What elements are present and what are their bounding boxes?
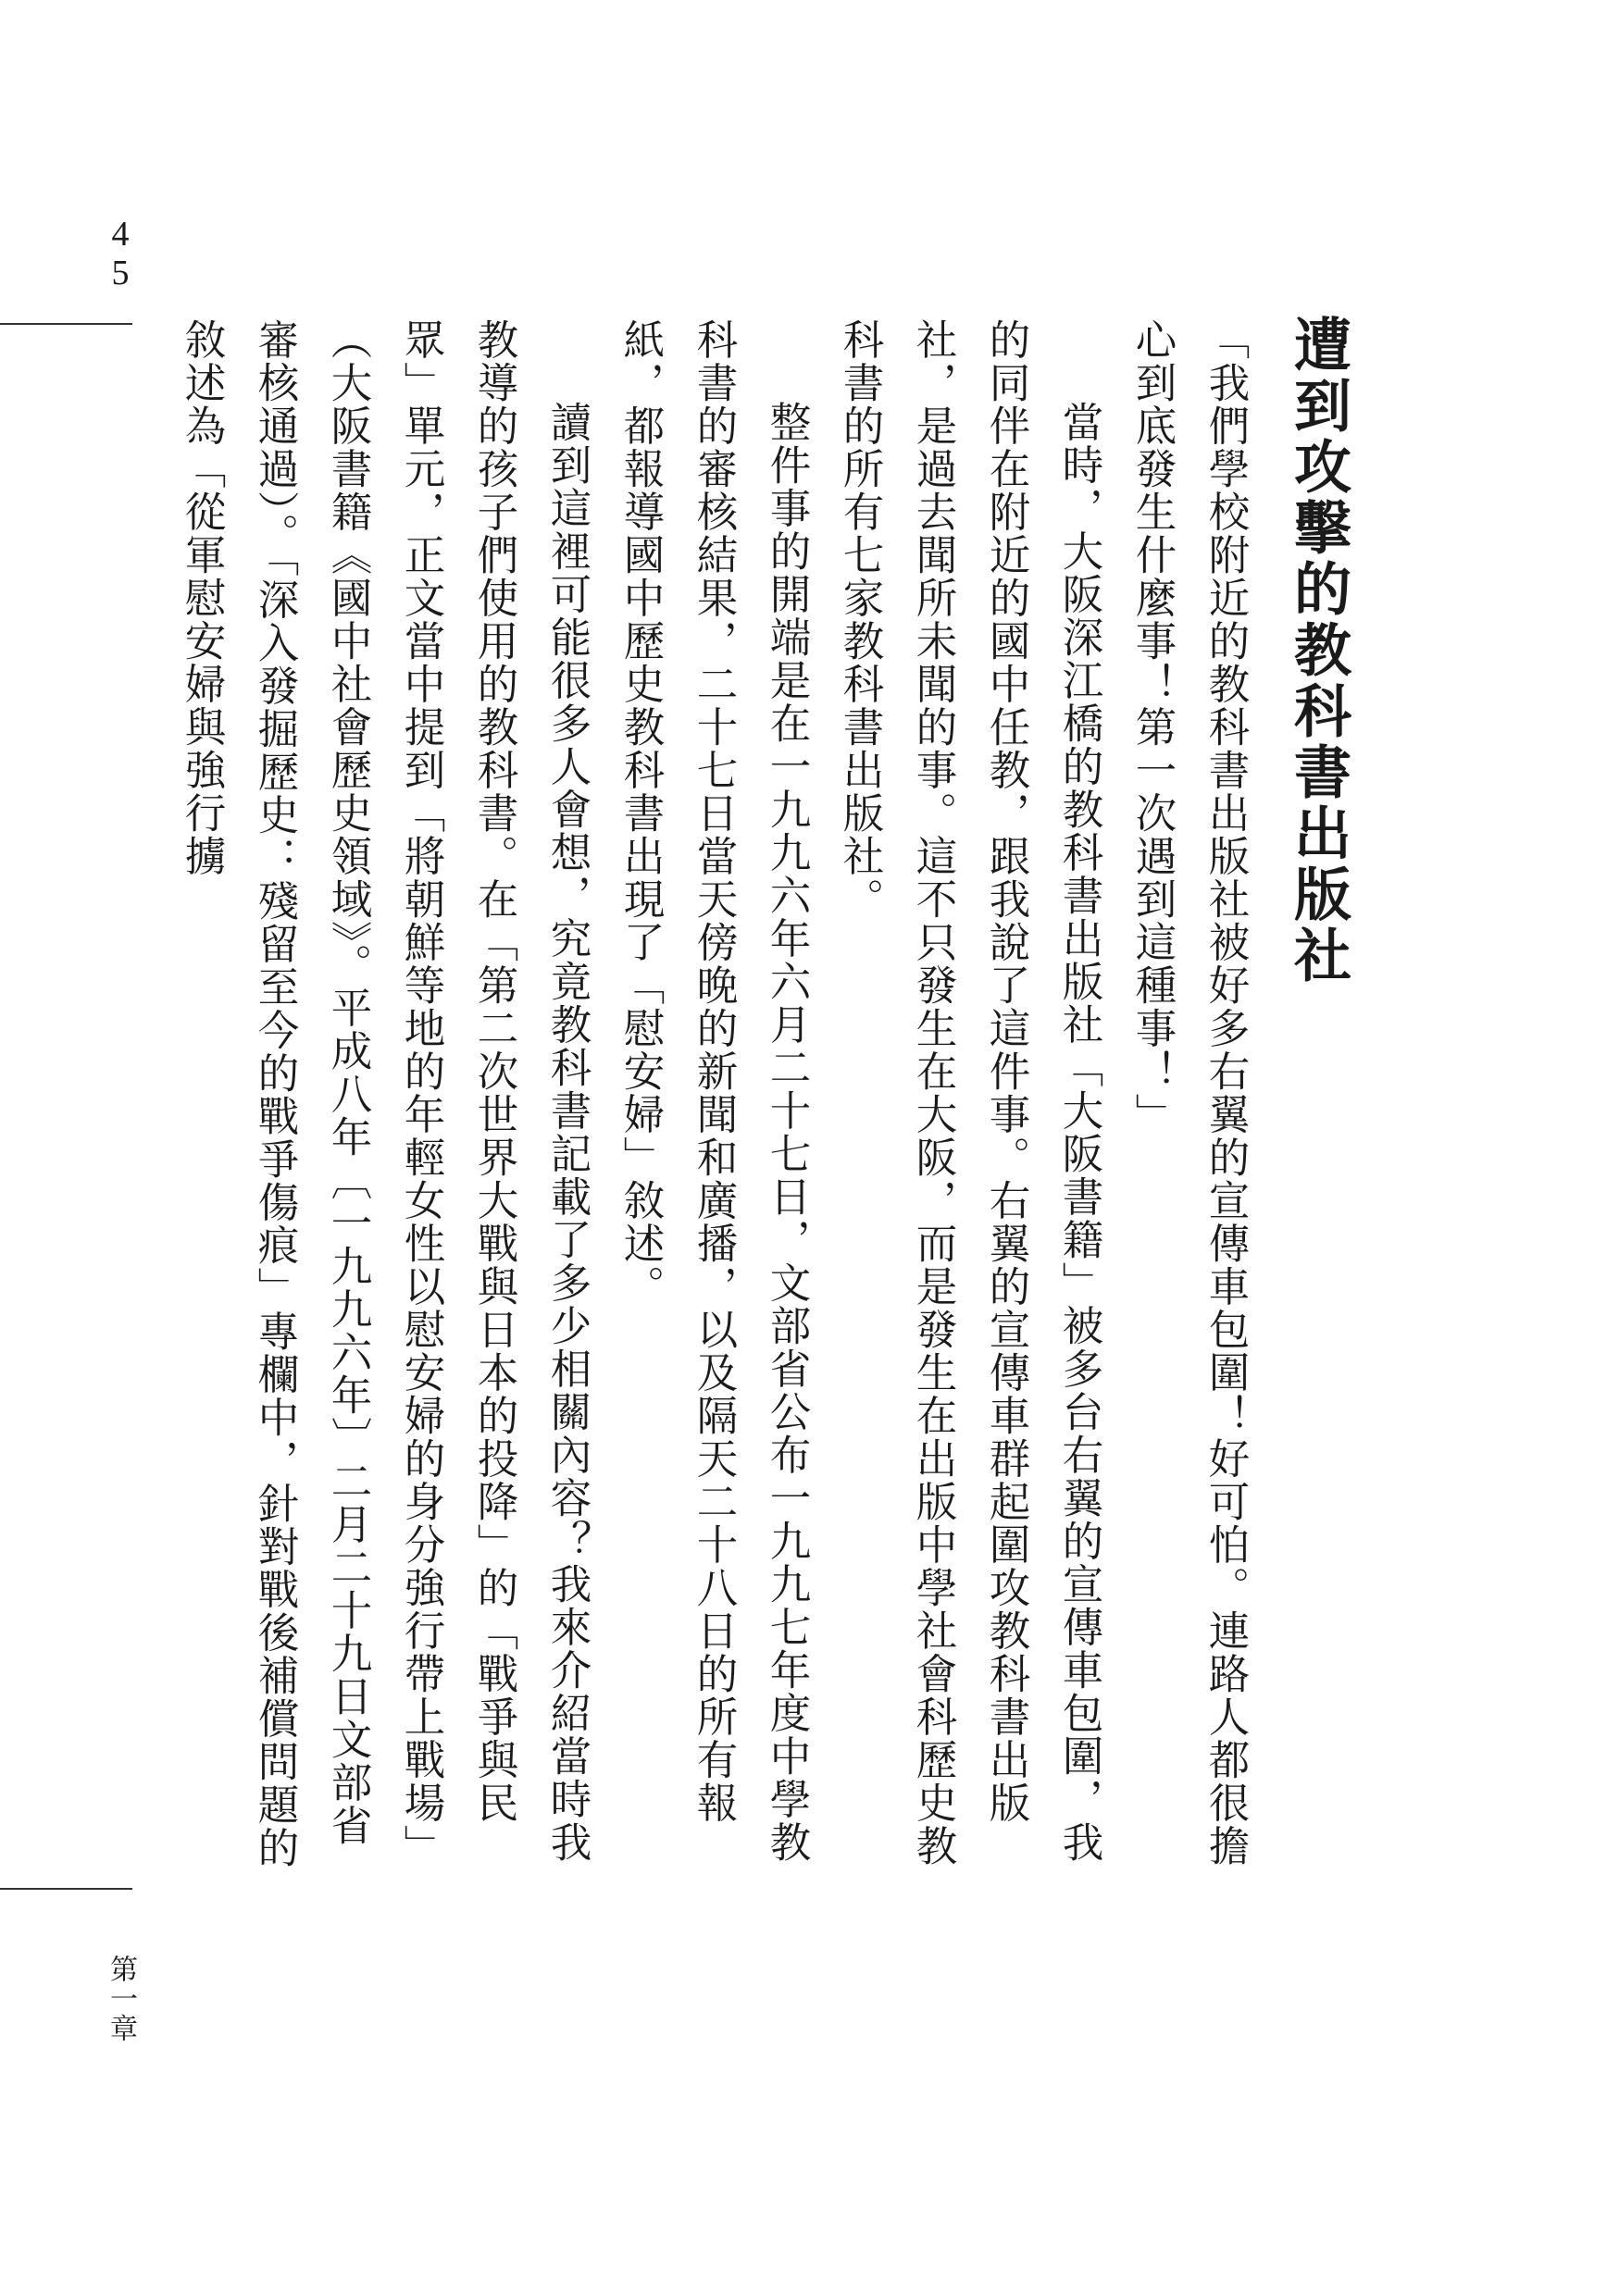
paragraph: 當時，大阪深江橋的教科書出版社「大阪書籍」被多台右翼的宣傳車包圍，我的同伴在附近的國中任教，跟我說了這件事。右翼的宣傳車群起圍攻教科書出版社，是過去聞所未聞的事。這不只發生在大阪，而是發生在出版中學社會科歷史教科書的所有七家教科書出版社。: [836, 318, 1102, 1868]
page-number: 45: [101, 215, 140, 292]
article-body: [178, 318, 1262, 1879]
footer-divider: [0, 1888, 132, 1890]
paragraph: 讀到這裡可能很多人會想，究竟教科書記載了多少相關內容？我來介紹當時我教導的孩子們使用的教科書。在「第二次世界大戰與日本的投降」的「戰爭與民眾」單元，正文當中提到「將朝鮮等地的年輕女性以慰安婦的身分強行帶上戰場」（大阪書籍《國中社會歷史領域》。平成八年〔一九九六年〕二月二十九日文部省審核通過）。「深入發掘歷史：殘留至今的戰爭傷痕」專欄中，針對戰後補償問題的敘述為「從軍慰安婦與強行擄: [178, 318, 591, 1869]
header-divider: [0, 323, 132, 325]
section-heading: 遭到攻擊的教科書出版社: [1284, 315, 1352, 987]
chapter-label: 第一章: [105, 1955, 137, 2043]
paragraph-quote: 「我們學校附近的教科書出版社被好多右翼的宣傳車包圍！好可怕。連路人都很擔心到底發生什麼事！第一次遇到這種事！」: [1128, 318, 1249, 1868]
article: [178, 315, 1393, 1943]
paragraph: 整件事的開端是在一九九六年六月二十七日，文部省公布一九九七年度中學教科書的審核結果，二十七日當天傍晚的新聞和廣播，以及隔天二十八日的所有報紙，都報導國中歷史教科書出現了「慰安婦」敘述。: [616, 318, 810, 1864]
